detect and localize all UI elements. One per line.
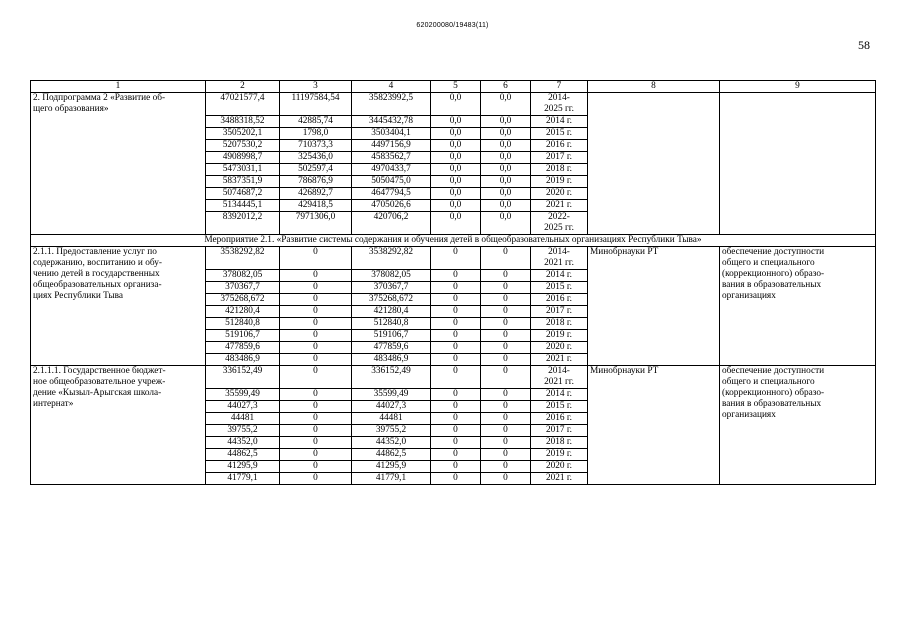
cell-col-2: 41779,1 — [206, 473, 280, 485]
cell-col-4: 375268,672 — [352, 294, 431, 306]
cell-line: 2014- — [548, 93, 570, 103]
table-row — [31, 93, 876, 116]
cell-col-6: 0,0 — [481, 128, 531, 140]
program-table — [30, 80, 876, 485]
cell-col-6: 0 — [481, 294, 531, 306]
cell-col-3: 786876,9 — [280, 176, 352, 188]
measure-name — [31, 366, 206, 485]
cell-col-7: 2014 г. — [531, 389, 588, 401]
cell-col-7: 2018 г. — [531, 164, 588, 176]
cell-col-7: 2017 г. — [531, 425, 588, 437]
cell-col-5: 0 — [431, 247, 481, 270]
cell-col-2: 3505202,1 — [206, 128, 280, 140]
cell-col-2: 44481 — [206, 413, 280, 425]
cell-col-3: 0 — [280, 330, 352, 342]
cell-col-7: 2016 г. — [531, 413, 588, 425]
cell-line: 2014- — [548, 247, 570, 257]
cell-col-6: 0 — [481, 318, 531, 330]
measure-name-line: 2.1.1. Предоставление услуг по — [33, 247, 157, 257]
cell-line: 2014- — [548, 366, 570, 376]
cell-col-4: 4583562,7 — [352, 152, 431, 164]
cell-col-2: 3538292,82 — [206, 247, 280, 270]
cell-col-2: 5837351,9 — [206, 176, 280, 188]
cell-col-2: 44352,0 — [206, 437, 280, 449]
cell-col-5: 0,0 — [431, 164, 481, 176]
cell-line: 2025 гг. — [544, 223, 574, 233]
cell-col-3: 0 — [280, 354, 352, 366]
cell-col-6: 0 — [481, 354, 531, 366]
cell-col-7: 2017 г. — [531, 306, 588, 318]
cell-col-2: 421280,4 — [206, 306, 280, 318]
cell-col-5: 0 — [431, 294, 481, 306]
cell-col-2: 44862,5 — [206, 449, 280, 461]
cell-col-5: 0 — [431, 437, 481, 449]
header-row — [31, 81, 876, 93]
cell-col-5: 0 — [431, 270, 481, 282]
cell-col-2: 336152,49 — [206, 366, 280, 389]
cell-col-3: 0 — [280, 306, 352, 318]
column-header: 6 — [481, 81, 531, 93]
cell-col-6: 0 — [481, 282, 531, 294]
cell-col-4: 4647794,5 — [352, 188, 431, 200]
cell-col-3: 0 — [280, 270, 352, 282]
cell-col-4: 5050475,0 — [352, 176, 431, 188]
cell-col-2: 3488318,52 — [206, 116, 280, 128]
cell-col-2: 370367,7 — [206, 282, 280, 294]
cell-col-6: 0 — [481, 330, 531, 342]
cell-col-4: 512840,8 — [352, 318, 431, 330]
cell-col-3: 0 — [280, 449, 352, 461]
cell-col-5: 0 — [431, 425, 481, 437]
cell-col-7: 2015 г. — [531, 401, 588, 413]
cell-col-6: 0 — [481, 366, 531, 389]
measure-name-line: циях Республики Тыва — [33, 291, 124, 301]
column-header: 5 — [431, 81, 481, 93]
cell-col-3: 11197584,54 — [280, 93, 352, 116]
cell-col-2: 35599,49 — [206, 389, 280, 401]
cell-col-6: 0 — [481, 425, 531, 437]
measure-name-line: чению детей в государственных — [33, 269, 160, 279]
result-line: (коррекционного) образо- — [722, 388, 825, 398]
cell-col-4: 370367,7 — [352, 282, 431, 294]
measure-name-line: 2.1.1.1. Государственное бюджет- — [33, 366, 166, 376]
cell-col-5: 0,0 — [431, 93, 481, 116]
page-number: 58 — [858, 38, 870, 52]
cell-col-3: 1798,0 — [280, 128, 352, 140]
result-line: общего и специального — [722, 258, 815, 268]
cell-col-7: 2015 г. — [531, 128, 588, 140]
result-line: организациях — [722, 291, 776, 301]
measure-name-line: 2. Подпрограмма 2 «Развитие об- — [33, 93, 166, 103]
cell-col-7 — [531, 247, 588, 270]
column-header: 9 — [720, 81, 876, 93]
cell-col-4: 421280,4 — [352, 306, 431, 318]
cell-col-6: 0,0 — [481, 200, 531, 212]
table-row — [31, 247, 876, 270]
cell-col-7: 2019 г. — [531, 449, 588, 461]
cell-col-6: 0,0 — [481, 152, 531, 164]
cell-col-5: 0 — [431, 330, 481, 342]
cell-col-7: 2019 г. — [531, 176, 588, 188]
cell-col-4: 39755,2 — [352, 425, 431, 437]
cell-col-4: 44027,3 — [352, 401, 431, 413]
result-line: (коррекционного) образо- — [722, 269, 825, 279]
expected-result — [720, 247, 876, 366]
measure-name-line: дение «Кызыл-Арыгская школа- — [33, 388, 162, 398]
cell-col-7 — [531, 366, 588, 389]
cell-line: 2021 гг. — [544, 377, 574, 387]
cell-col-3: 0 — [280, 342, 352, 354]
cell-col-4: 44862,5 — [352, 449, 431, 461]
executor: Минобрнауки РТ — [588, 366, 720, 485]
column-header: 8 — [588, 81, 720, 93]
cell-col-2: 512840,8 — [206, 318, 280, 330]
cell-col-6: 0,0 — [481, 188, 531, 200]
measure-name-line: ное общеобразовательное учреж- — [33, 377, 166, 387]
cell-col-5: 0,0 — [431, 140, 481, 152]
expected-result — [720, 366, 876, 485]
section-title: Мероприятие 2.1. «Развитие системы содержания и обучения детей в общеобразовательных организациях Республики Тыва» — [31, 235, 876, 247]
cell-col-6: 0,0 — [481, 116, 531, 128]
cell-col-3: 42885,74 — [280, 116, 352, 128]
cell-col-2: 5473031,1 — [206, 164, 280, 176]
cell-col-7: 2020 г. — [531, 461, 588, 473]
cell-col-5: 0 — [431, 461, 481, 473]
cell-col-4: 44352,0 — [352, 437, 431, 449]
cell-col-4: 336152,49 — [352, 366, 431, 389]
cell-col-4: 519106,7 — [352, 330, 431, 342]
cell-col-6: 0 — [481, 413, 531, 425]
result-line: обеспечение доступности — [722, 247, 825, 257]
cell-col-2: 47021577,4 — [206, 93, 280, 116]
cell-col-6: 0 — [481, 401, 531, 413]
cell-col-6: 0 — [481, 247, 531, 270]
cell-col-5: 0 — [431, 449, 481, 461]
cell-col-4: 477859,6 — [352, 342, 431, 354]
cell-line: 2021 гг. — [544, 258, 574, 268]
cell-col-7: 2018 г. — [531, 437, 588, 449]
section-row — [31, 235, 876, 247]
cell-col-5: 0 — [431, 342, 481, 354]
cell-col-5: 0,0 — [431, 128, 481, 140]
cell-col-7: 2016 г. — [531, 294, 588, 306]
column-header: 7 — [531, 81, 588, 93]
cell-col-2: 477859,6 — [206, 342, 280, 354]
cell-col-4: 378082,05 — [352, 270, 431, 282]
cell-col-3: 0 — [280, 461, 352, 473]
cell-col-3: 0 — [280, 413, 352, 425]
cell-col-6: 0 — [481, 389, 531, 401]
cell-col-5: 0 — [431, 282, 481, 294]
cell-col-6: 0 — [481, 270, 531, 282]
cell-col-4: 3445432,78 — [352, 116, 431, 128]
column-header: 4 — [352, 81, 431, 93]
cell-col-3: 0 — [280, 401, 352, 413]
cell-col-3: 0 — [280, 294, 352, 306]
cell-col-7: 2021 г. — [531, 200, 588, 212]
executor: Минобрнауки РТ — [588, 247, 720, 366]
cell-col-6: 0 — [481, 473, 531, 485]
cell-col-7: 2020 г. — [531, 188, 588, 200]
cell-col-7 — [531, 212, 588, 235]
cell-col-7: 2016 г. — [531, 140, 588, 152]
cell-col-2: 375268,672 — [206, 294, 280, 306]
result-line: обеспечение доступности — [722, 366, 825, 376]
cell-col-7: 2015 г. — [531, 282, 588, 294]
cell-col-7: 2014 г. — [531, 116, 588, 128]
result-line: организациях — [722, 410, 776, 420]
cell-col-3: 0 — [280, 389, 352, 401]
cell-col-2: 8392012,2 — [206, 212, 280, 235]
cell-col-5: 0,0 — [431, 152, 481, 164]
column-header: 3 — [280, 81, 352, 93]
cell-col-6: 0,0 — [481, 212, 531, 235]
cell-col-4: 483486,9 — [352, 354, 431, 366]
cell-col-6: 0 — [481, 461, 531, 473]
measure-name-line: общеобразовательных организа- — [33, 280, 162, 290]
cell-col-6: 0,0 — [481, 93, 531, 116]
cell-col-5: 0 — [431, 413, 481, 425]
cell-col-6: 0 — [481, 306, 531, 318]
cell-col-4: 4497156,9 — [352, 140, 431, 152]
cell-col-2: 5134445,1 — [206, 200, 280, 212]
cell-col-4: 4705026,6 — [352, 200, 431, 212]
result-line: вания в образовательных — [722, 399, 822, 409]
cell-col-4: 35823992,5 — [352, 93, 431, 116]
cell-col-7 — [531, 93, 588, 116]
measure-name-line: щего образования» — [33, 104, 109, 114]
result-line: вания в образовательных — [722, 280, 822, 290]
cell-col-4: 44481 — [352, 413, 431, 425]
measure-name-line: содержанию, воспитанию и обу- — [33, 258, 162, 268]
cell-col-3: 502597,4 — [280, 164, 352, 176]
cell-col-2: 5207530,2 — [206, 140, 280, 152]
cell-col-5: 0 — [431, 389, 481, 401]
result-line: общего и специального — [722, 377, 815, 387]
expected-result — [720, 93, 876, 235]
cell-col-6: 0 — [481, 437, 531, 449]
cell-col-7: 2019 г. — [531, 330, 588, 342]
cell-col-5: 0 — [431, 473, 481, 485]
cell-col-5: 0 — [431, 401, 481, 413]
cell-col-2: 4908998,7 — [206, 152, 280, 164]
cell-col-3: 0 — [280, 247, 352, 270]
cell-col-7: 2018 г. — [531, 318, 588, 330]
cell-col-5: 0,0 — [431, 116, 481, 128]
cell-col-3: 0 — [280, 318, 352, 330]
table-row — [31, 366, 876, 389]
measure-name-line: интернат» — [33, 399, 74, 409]
cell-col-3: 710373,3 — [280, 140, 352, 152]
cell-col-7: 2021 г. — [531, 354, 588, 366]
cell-col-2: 41295,9 — [206, 461, 280, 473]
cell-col-3: 325436,0 — [280, 152, 352, 164]
cell-col-3: 429418,5 — [280, 200, 352, 212]
document-id: 620200080/19483(11) — [416, 22, 489, 29]
cell-col-7: 2014 г. — [531, 270, 588, 282]
column-header: 1 — [31, 81, 206, 93]
cell-col-4: 4970433,7 — [352, 164, 431, 176]
cell-col-4: 3538292,82 — [352, 247, 431, 270]
cell-col-6: 0 — [481, 342, 531, 354]
cell-col-2: 5074687,2 — [206, 188, 280, 200]
cell-line: 2022- — [548, 212, 570, 222]
cell-col-7: 2021 г. — [531, 473, 588, 485]
cell-col-6: 0,0 — [481, 164, 531, 176]
executor — [588, 93, 720, 235]
cell-col-2: 39755,2 — [206, 425, 280, 437]
cell-col-5: 0 — [431, 318, 481, 330]
cell-col-2: 483486,9 — [206, 354, 280, 366]
cell-col-5: 0,0 — [431, 188, 481, 200]
cell-col-5: 0 — [431, 306, 481, 318]
cell-col-5: 0 — [431, 366, 481, 389]
cell-col-6: 0,0 — [481, 176, 531, 188]
cell-col-3: 426892,7 — [280, 188, 352, 200]
measure-name — [31, 93, 206, 235]
cell-col-7: 2020 г. — [531, 342, 588, 354]
cell-col-2: 44027,3 — [206, 401, 280, 413]
cell-col-4: 41295,9 — [352, 461, 431, 473]
cell-line: 2025 гг. — [544, 104, 574, 114]
cell-col-3: 0 — [280, 425, 352, 437]
cell-col-4: 420706,2 — [352, 212, 431, 235]
cell-col-2: 378082,05 — [206, 270, 280, 282]
cell-col-5: 0 — [431, 354, 481, 366]
cell-col-4: 3503404,1 — [352, 128, 431, 140]
column-header: 2 — [206, 81, 280, 93]
cell-col-5: 0,0 — [431, 212, 481, 235]
cell-col-3: 0 — [280, 282, 352, 294]
cell-col-5: 0,0 — [431, 176, 481, 188]
cell-col-7: 2017 г. — [531, 152, 588, 164]
cell-col-3: 7971306,0 — [280, 212, 352, 235]
cell-col-3: 0 — [280, 473, 352, 485]
cell-col-4: 35599,49 — [352, 389, 431, 401]
cell-col-5: 0,0 — [431, 200, 481, 212]
cell-col-2: 519106,7 — [206, 330, 280, 342]
cell-col-4: 41779,1 — [352, 473, 431, 485]
cell-col-3: 0 — [280, 366, 352, 389]
cell-col-3: 0 — [280, 437, 352, 449]
measure-name — [31, 247, 206, 366]
cell-col-6: 0 — [481, 449, 531, 461]
cell-col-6: 0,0 — [481, 140, 531, 152]
